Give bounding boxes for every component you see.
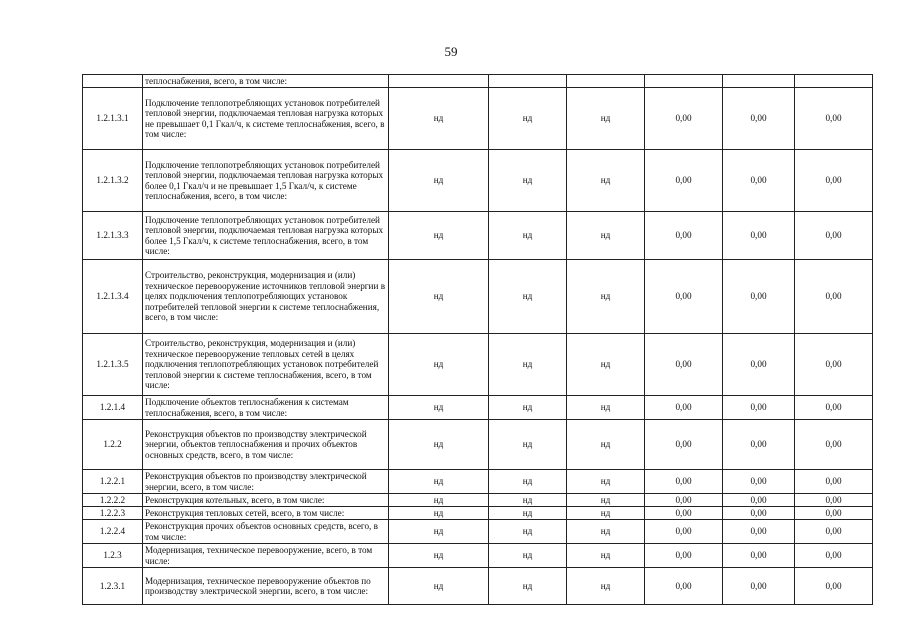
row-code: 1.2.1.3.3: [83, 212, 143, 260]
row-value-cell: нд: [567, 544, 645, 568]
row-value-cell: нд: [389, 260, 489, 334]
row-value-cell: 0,00: [795, 520, 873, 544]
table-row: [83, 507, 873, 520]
row-value-cell: нд: [567, 568, 645, 605]
row-value-cell: 0,00: [723, 260, 795, 334]
row-value-cell: 0,00: [795, 396, 873, 420]
row-value-cell: нд: [489, 520, 567, 544]
row-value-cell: нд: [567, 212, 645, 260]
row-value-cell: 0,00: [723, 494, 795, 507]
row-value-cell: 0,00: [645, 334, 723, 396]
table-row: [83, 212, 873, 260]
row-value-cell: нд: [489, 212, 567, 260]
row-value-cell: 0,00: [723, 88, 795, 150]
row-value-cell: нд: [567, 150, 645, 212]
row-code: 1.2.1.3.2: [83, 150, 143, 212]
row-value-cell: [389, 75, 489, 88]
row-value-cell: 0,00: [795, 150, 873, 212]
row-value-cell: [489, 75, 567, 88]
row-value-cell: 0,00: [795, 420, 873, 470]
row-value-cell: 0,00: [645, 520, 723, 544]
row-code: 1.2.1.3.4: [83, 260, 143, 334]
row-value-cell: 0,00: [645, 420, 723, 470]
row-value-cell: нд: [489, 544, 567, 568]
row-description: Реконструкция прочих объектов основных средств, всего, в том числе:: [143, 520, 389, 544]
row-value-cell: 0,00: [723, 568, 795, 605]
row-value-cell: 0,00: [723, 212, 795, 260]
row-value-cell: [567, 75, 645, 88]
row-value-cell: 0,00: [645, 494, 723, 507]
row-value-cell: 0,00: [723, 507, 795, 520]
row-description: Строительство, реконструкция, модернизация и (или) техническое перевооружение тепловых сетей в целях подключения теплопотребляющих установок потребителей тепловой энергии к системе теплоснабжения, всего, в том числе:: [143, 334, 389, 396]
row-value-cell: 0,00: [795, 568, 873, 605]
table-row: [83, 88, 873, 150]
row-description: Подключение объектов теплоснабжения к системам теплоснабжения, всего, в том числе:: [143, 396, 389, 420]
row-value-cell: нд: [567, 88, 645, 150]
row-code: 1.2.2.2: [83, 494, 143, 507]
row-description: теплоснабжения, всего, в том числе:: [143, 75, 389, 88]
investment-table: [82, 74, 873, 605]
row-value-cell: нд: [389, 470, 489, 494]
row-value-cell: нд: [389, 507, 489, 520]
row-value-cell: нд: [489, 507, 567, 520]
row-value-cell: нд: [567, 420, 645, 470]
row-value-cell: нд: [389, 88, 489, 150]
row-code: 1.2.1.3.5: [83, 334, 143, 396]
row-value-cell: 0,00: [723, 396, 795, 420]
row-value-cell: 0,00: [723, 470, 795, 494]
row-value-cell: нд: [567, 334, 645, 396]
row-value-cell: нд: [489, 470, 567, 494]
row-description: Подключение теплопотребляющих установок потребителей тепловой энергии, подключаемая тепловая нагрузка которых более 0,1 Гкал/ч и не превышает 1,5 Гкал/ч, к системе теплоснабжения, всего, в том числе:: [143, 150, 389, 212]
row-description: Строительство, реконструкция, модернизация и (или) техническое перевооружение источников тепловой энергии в целях подключения теплопотребляющих установок потребителей тепловой энергии к системе теплоснабжения, всего, в том числе:: [143, 260, 389, 334]
page-number: 59: [444, 44, 458, 59]
row-value-cell: нд: [389, 150, 489, 212]
table-row: [83, 568, 873, 605]
row-value-cell: 0,00: [645, 396, 723, 420]
row-value-cell: [795, 75, 873, 88]
row-value-cell: нд: [567, 396, 645, 420]
table-body: [83, 75, 873, 605]
table-row: [83, 470, 873, 494]
row-description: Реконструкция объектов по производству электрической энергии, всего, в том числе:: [143, 470, 389, 494]
row-value-cell: 0,00: [795, 544, 873, 568]
row-value-cell: 0,00: [645, 544, 723, 568]
row-value-cell: нд: [489, 260, 567, 334]
row-value-cell: нд: [489, 420, 567, 470]
row-value-cell: 0,00: [723, 544, 795, 568]
row-value-cell: нд: [489, 396, 567, 420]
row-code: 1.2.1.3.1: [83, 88, 143, 150]
row-code: 1.2.2: [83, 420, 143, 470]
table-row: [83, 420, 873, 470]
row-description: Подключение теплопотребляющих установок потребителей тепловой энергии, подключаемая тепловая нагрузка которых более 1,5 Гкал/ч, к системе теплоснабжения, всего, в том числе:: [143, 212, 389, 260]
table-row: [83, 494, 873, 507]
row-code: 1.2.2.4: [83, 520, 143, 544]
row-code: 1.2.1.4: [83, 396, 143, 420]
row-code: [83, 75, 143, 88]
row-value-cell: нд: [489, 88, 567, 150]
row-value-cell: 0,00: [645, 568, 723, 605]
row-code: 1.2.3.1: [83, 568, 143, 605]
row-value-cell: 0,00: [723, 150, 795, 212]
row-value-cell: 0,00: [795, 507, 873, 520]
row-value-cell: нд: [389, 544, 489, 568]
row-description: Модернизация, техническое перевооружение, всего, в том числе:: [143, 544, 389, 568]
table-row: [83, 396, 873, 420]
row-value-cell: 0,00: [723, 520, 795, 544]
row-value-cell: нд: [567, 507, 645, 520]
row-value-cell: 0,00: [795, 334, 873, 396]
row-value-cell: нд: [489, 334, 567, 396]
row-code: 1.2.2.1: [83, 470, 143, 494]
row-value-cell: нд: [389, 396, 489, 420]
row-value-cell: [645, 75, 723, 88]
row-value-cell: нд: [567, 494, 645, 507]
table-row: [83, 260, 873, 334]
row-value-cell: 0,00: [645, 260, 723, 334]
row-description: Модернизация, техническое перевооружение объектов по производству электрической энергии, всего, в том числе:: [143, 568, 389, 605]
row-value-cell: нд: [567, 470, 645, 494]
row-value-cell: нд: [389, 568, 489, 605]
table-row: [83, 75, 873, 88]
row-value-cell: 0,00: [723, 420, 795, 470]
row-value-cell: 0,00: [723, 334, 795, 396]
row-value-cell: 0,00: [795, 260, 873, 334]
row-value-cell: 0,00: [645, 150, 723, 212]
row-description: Реконструкция объектов по производству электрической энергии, объектов теплоснабжения и прочих объектов основных средств, всего, в том числе:: [143, 420, 389, 470]
table-row: [83, 150, 873, 212]
row-value-cell: нд: [489, 568, 567, 605]
table-row: [83, 334, 873, 396]
row-value-cell: 0,00: [795, 88, 873, 150]
row-value-cell: 0,00: [795, 212, 873, 260]
row-value-cell: 0,00: [645, 212, 723, 260]
row-value-cell: 0,00: [795, 470, 873, 494]
row-code: 1.2.3: [83, 544, 143, 568]
row-value-cell: нд: [389, 494, 489, 507]
table-row: [83, 520, 873, 544]
row-value-cell: [723, 75, 795, 88]
row-value-cell: нд: [567, 520, 645, 544]
row-value-cell: 0,00: [645, 470, 723, 494]
row-value-cell: нд: [389, 212, 489, 260]
row-value-cell: нд: [567, 260, 645, 334]
row-value-cell: нд: [389, 520, 489, 544]
row-description: Подключение теплопотребляющих установок потребителей тепловой энергии, подключаемая тепловая нагрузка которых не превышает 0,1 Гкал/ч, к системе теплоснабжения, всего, в том числе:: [143, 88, 389, 150]
row-value-cell: нд: [489, 150, 567, 212]
row-description: Реконструкция тепловых сетей, всего, в том числе:: [143, 507, 389, 520]
row-value-cell: нд: [489, 494, 567, 507]
row-value-cell: 0,00: [645, 88, 723, 150]
row-value-cell: 0,00: [645, 507, 723, 520]
table-row: [83, 544, 873, 568]
row-value-cell: 0,00: [795, 494, 873, 507]
row-value-cell: нд: [389, 334, 489, 396]
row-value-cell: нд: [389, 420, 489, 470]
row-code: 1.2.2.3: [83, 507, 143, 520]
row-description: Реконструкция котельных, всего, в том числе:: [143, 494, 389, 507]
